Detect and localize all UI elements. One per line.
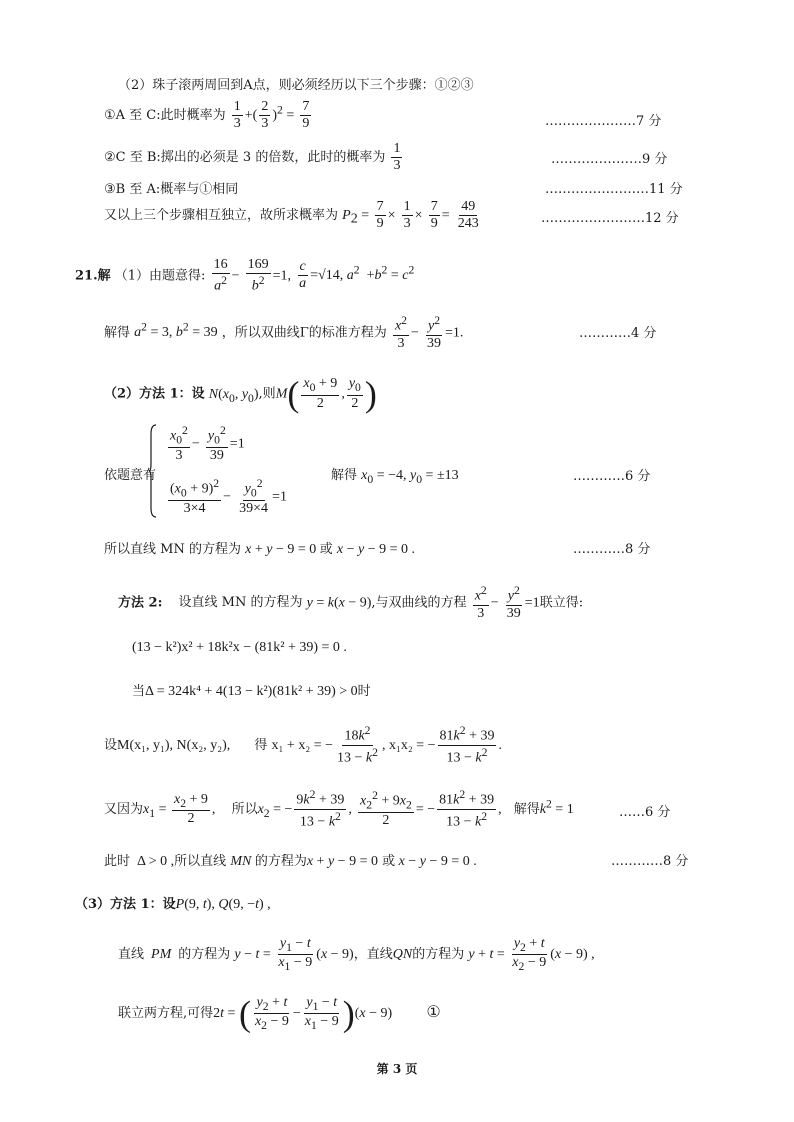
q21-m2-result: 此时 Δ > 0 ,所以直线 MN 的方程为x + y − 9 = 0 或 x − y − 9 = 0 . [104,854,477,869]
q21-heading: 21.解 [75,268,111,284]
left-brace-icon [149,424,157,518]
p20-conclusion-score: ……………………12 分 [541,211,679,226]
q21-part3-lines: 直线 PM 的方程为 y − t = $\frac{y_1 - t}{x_1 - 9}$ (x − 9)，直线QN的方程为 y + t = $\frac{y_2 + t}{x_2 - 9}$ (x − 9) , [118,936,595,974]
q21-system-eq1: $\frac{x_0^2}{3}$ − $\frac{y_0^2}{39}$ =1 [170,424,245,463]
p20-conclusion: 又以上三个步骤相互独立，故所求概率为 $P_2$ = $\frac{7}{9}$ × $\frac{1}{3}$ × $\frac{7}{9}$ = $\frac{49}{243}$ [104,199,479,232]
p20-step2-score: …………………9 分 [551,152,668,167]
p20-step3: ③B 至 A:概率与①相同 [104,182,239,197]
q21-system-score: …………6 分 [573,469,651,484]
circled-one-marker: ① [426,1002,441,1022]
q21-part2-heading: （2）方法 1：设 $N(x_0$, $y_0$),则M( $\frac{x_0 + 9}{2}$ , $\frac{y_0}{2}$ ) [104,374,377,414]
p20-intro: （2）珠子滚两周回到A点，则必须经历以下三个步骤：①②③ [118,78,474,93]
q21-system-eq2: $\frac{(x_0 + 9)^2}{3\times 4}$ − $\frac{y_0^2}{39\times 4}$ =1 [170,477,287,516]
q21-m2-condition: 又因为$x_1$ = $\frac{x_2 + 9}{2}$ , 所以$x_2$ = − $\frac{9k^2 + 39}{13 - k^2}$ , $\frac{x_2^2 + 9x_2}{2}$ = − $\frac{81k^2 + 39}{13 - k^2}$ , 解得$k^2 = 1$ [104,788,574,830]
q21-m2-vieta: 设M(x₁, y₁), N(x₂, y₂), 得 x₁ + x₂ = − $\frac{18k^2}{13 - k^2}$ , x₁x₂ = − $\frac{81k^2 + 39}{13 - k^2}$ . [104,724,502,766]
q21-part1: 21.解 （1）由题意得: $\frac{16}{a^2}$ − $\frac{169}{b^2}$ =1, $\frac{c}{a}$ =√14, $a^2 +b^2 = c^2$ [75,257,415,294]
q21-part3-combine: 联立两方程,可得2t = ( $\frac{y_2 + t}{x_2 - 9}$ − $\frac{y_1 - t}{x_1 - 9}$ )(x − 9) ① [118,993,441,1034]
q21-m2-delta: 当Δ = 324k⁴ + 4(13 − k²)(81k² + 39) > 0时 [132,684,371,699]
q21-m2-score6: ……6 分 [619,805,671,820]
q21-m1-line: 所以直线 MN 的方程为 x + y − 9 = 0 或 x − y − 9 = 0 . [104,542,416,557]
fraction: $\frac{1}{3}$ [233,99,241,132]
p20-step1: ①A 至 C:此时概率为 $\frac{1}{3}$ +( $\frac{2}{3}$ )$^2$ = $\frac{7}{9}$ [104,99,310,132]
q21-m2-heading: 方法 2: 设直线 MN 的方程为 y = k(x − 9),与双曲线的方程 $\frac{x^2}{3}$ − $\frac{y^2}{39}$ =1联立得: [118,584,584,621]
p20-step3-score: ……………………11 分 [545,182,683,197]
q21-part1-score: …………4 分 [579,326,657,341]
q21-part3-heading: （3）方法 1：设P(9, t), Q(9, −t) , [75,897,271,912]
q21-m2-quadratic: (13 − k²)x² + 18k²x − (81k² + 39) = 0 . [132,640,347,655]
q21-part1-solve: 解得 $a^2 = 3$, $b^2 = 39$ ，所以双曲线Γ的标准方程为 $\frac{x^2}{3}$ − $\frac{y^2}{39}$ =1. [104,314,464,351]
q21-m2-score8: …………8 分 [611,854,689,869]
q21-system-solve: 解得 $x_0 = -4$, $y_0 = \pm 13$ [331,468,459,486]
q21-m1-score: …………8 分 [573,542,651,557]
page-footer: 第 3 页 [376,1062,418,1076]
p20-step2: ②C 至 B:掷出的必须是 3 的倍数，此时的概率为 $\frac{1}{3}$ [104,141,401,174]
p20-step1-score: …………………7 分 [545,114,662,129]
q21-system-prefix: 依题意有 [104,468,157,483]
